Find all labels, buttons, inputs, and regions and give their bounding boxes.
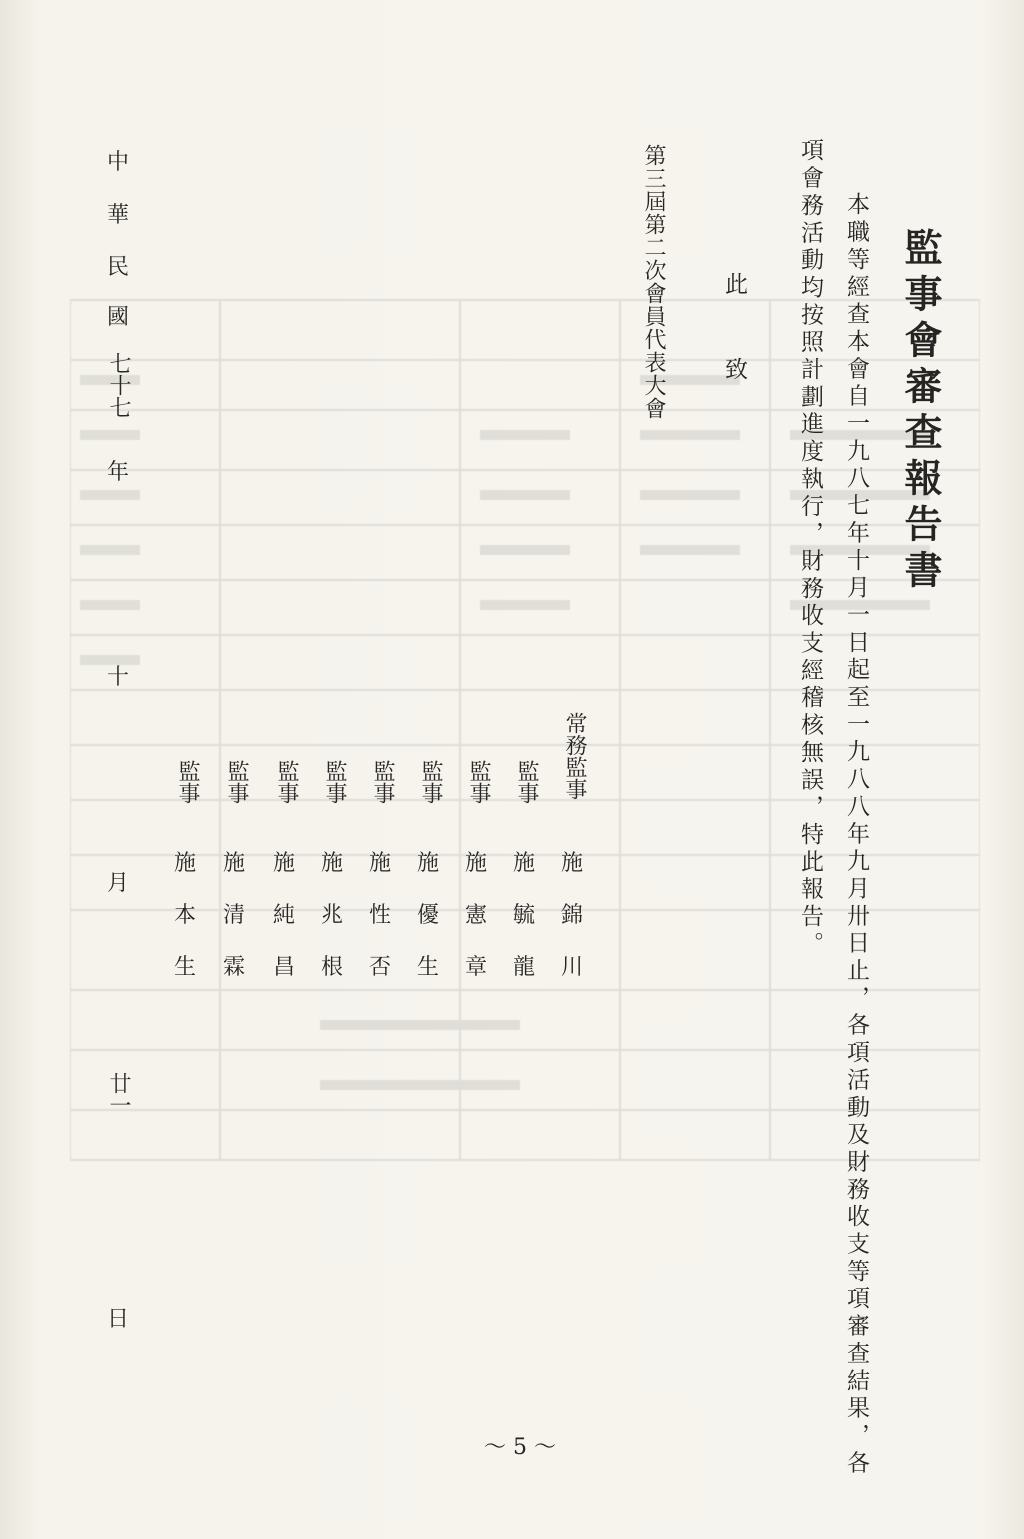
signatory-name: 施 兆 根	[320, 851, 343, 980]
signatory-role: 常務監事	[562, 712, 587, 800]
page-number: ～ 5 ～	[484, 1435, 556, 1460]
signatory-name: 施 錦 川	[560, 851, 583, 980]
signatory-name: 施 毓 龍	[512, 851, 535, 980]
signatory-role: 監事	[224, 760, 249, 804]
signatory-role: 監事	[274, 760, 299, 804]
date-day: 廿一	[106, 1072, 131, 1116]
signatory-name: 施 憲 章	[464, 851, 487, 980]
signatory-role: 監事	[466, 760, 491, 804]
date-month-unit: 月	[106, 871, 129, 896]
signatory-role: 監事	[175, 760, 200, 804]
signatory	[272, 760, 300, 804]
signatory-role: 監事	[370, 760, 395, 804]
signatory-name: 施 純 昌	[272, 851, 295, 980]
signatory	[368, 760, 396, 804]
date-month: 十	[106, 665, 129, 690]
date-era-char: 華	[106, 203, 129, 228]
signatory-role: 監事	[322, 760, 347, 804]
date-day-unit: 日	[106, 1307, 129, 1332]
signatory	[416, 760, 444, 804]
date-year-unit: 年	[106, 460, 129, 485]
signatory-name: 施 優 生	[416, 851, 439, 980]
signatory	[320, 760, 348, 804]
date-year: 七十七	[106, 352, 131, 418]
signatory	[173, 760, 201, 804]
report-body-line-2: 項會務活動均按照計劃進度執行，財務收支經稽核無誤，特此報告。	[797, 138, 823, 959]
document-title: 監事會審查報告書	[898, 228, 943, 596]
signatory-role: 監事	[514, 760, 539, 804]
signatory	[464, 760, 492, 804]
signatory-name: 施 性 否	[368, 851, 391, 980]
date-era-char: 中	[106, 150, 129, 175]
date-column	[104, 0, 132, 1539]
closing-salutation: 此 致	[721, 272, 747, 398]
signatory	[560, 712, 588, 800]
signatory	[222, 760, 250, 804]
signatory	[512, 760, 540, 804]
signatory-role: 監事	[418, 760, 443, 804]
date-era-char: 民	[106, 255, 129, 280]
date-era-char: 國	[106, 305, 129, 330]
report-body-line-1: 本職等經查本會自一九八七年十月一日起至一九八八年九月卅日止，各項活動及財務收支等項審查結果，各	[843, 192, 869, 1478]
signatory-name: 施 本 生	[173, 851, 196, 980]
recipient: 第三屆第二次會員代表大會	[641, 144, 666, 420]
signatory-name: 施 清 霖	[222, 851, 245, 980]
